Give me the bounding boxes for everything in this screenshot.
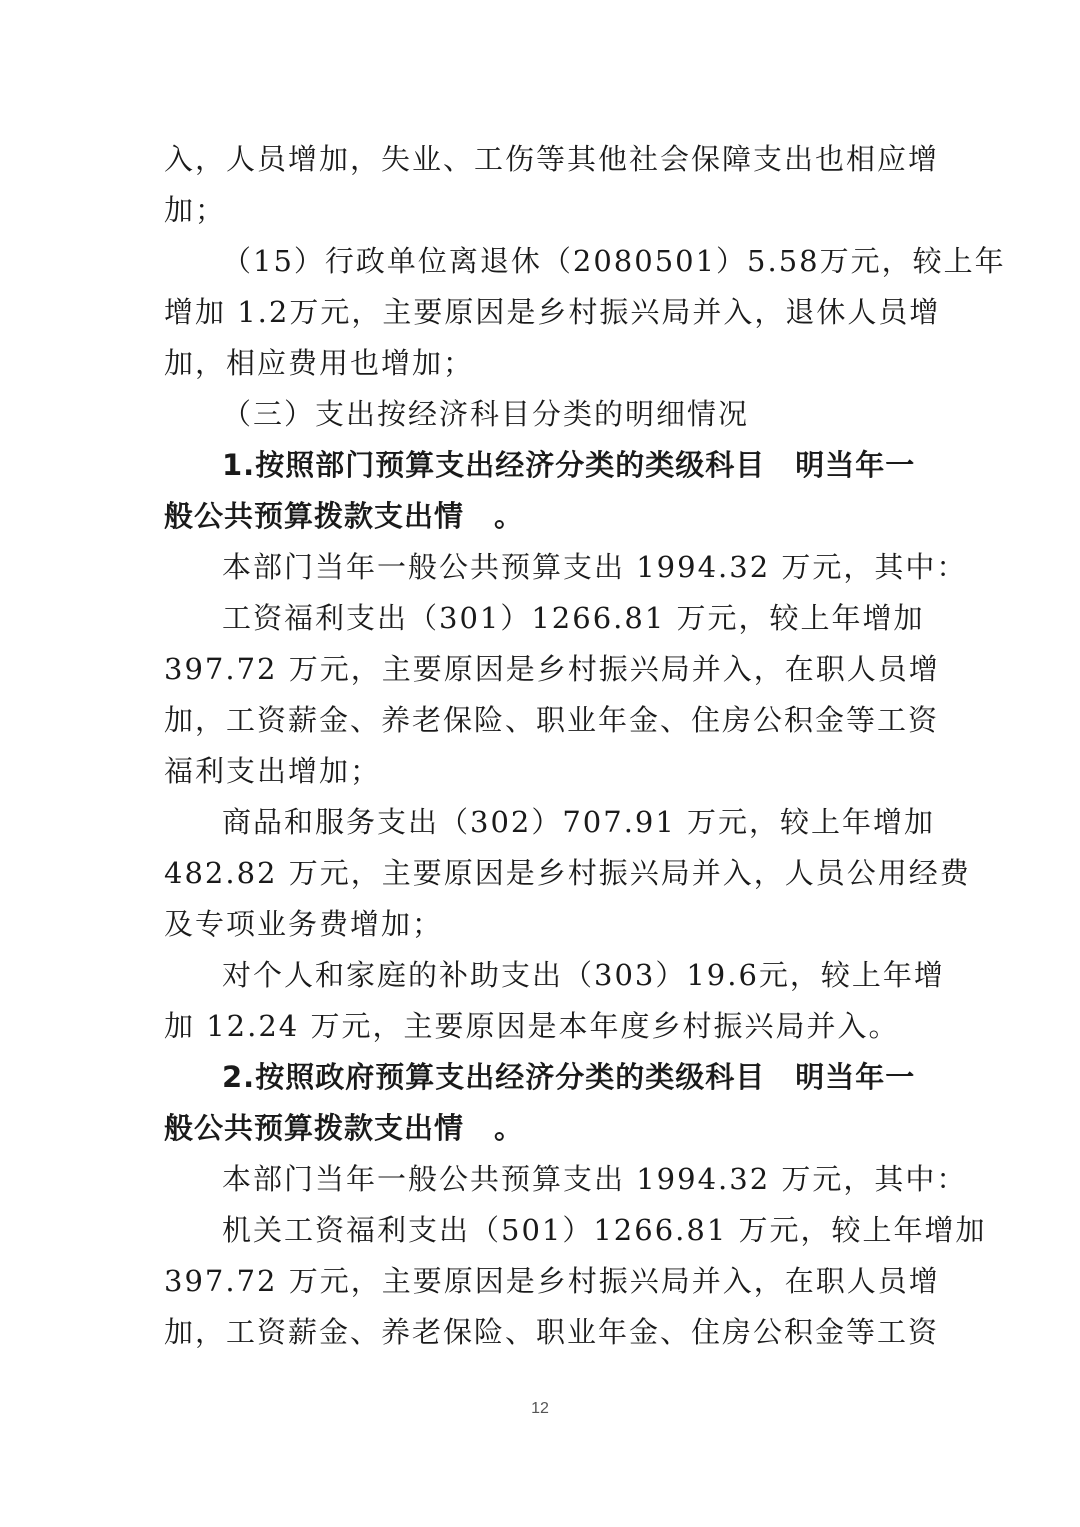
- subsection-heading: 1.按照部门预算支出经济分类的类级科目 明当年一: [222, 448, 916, 482]
- body-text-line: 福利支出增加；: [164, 754, 382, 788]
- subsection-heading: 2.按照政府预算支出经济分类的类级科目 明当年一: [222, 1060, 916, 1094]
- body-text-line: 增加 1.2万元，主要原因是乡村振兴局并入，退休人员增: [164, 295, 941, 329]
- body-text-line: 入，人员增加，失业、工伤等其他社会保障支出也相应增: [164, 142, 940, 176]
- body-text-line: 482.82 万元，主要原因是乡村振兴局并入，人员公用经费: [164, 856, 971, 890]
- section-heading: （三）支出按经济科目分类的明细情况: [222, 397, 750, 431]
- page-number: 12: [531, 1400, 549, 1417]
- body-text-line: 加 12.24 万元，主要原因是本年度乡村振兴局并入。: [164, 1009, 900, 1043]
- body-text-line: 397.72 万元，主要原因是乡村振兴局并入，在职人员增: [164, 1264, 940, 1298]
- subsection-heading: 般公共预算拨款支出情 。: [164, 1111, 525, 1145]
- body-text-line: 本部门当年一般公共预算支出 1994.32 万元，其中：: [222, 550, 968, 584]
- body-text-line: （15）行政单位离退休（2080501）5.58万元，较上年: [222, 244, 1006, 278]
- body-text-line: 加，工资薪金、养老保险、职业年金、住房公积金等工资: [164, 703, 940, 737]
- body-text-line: 加，相应费用也增加；: [164, 346, 475, 380]
- body-text-line: 加，工资薪金、养老保险、职业年金、住房公积金等工资: [164, 1315, 940, 1349]
- body-text-line: 及专项业务费增加；: [164, 907, 444, 941]
- body-text-line: 工资福利支出（301）1266.81 万元，较上年增加: [222, 601, 925, 635]
- body-text-line: 机关工资福利支出（501）1266.81 万元，较上年增加: [222, 1213, 987, 1247]
- subsection-heading: 般公共预算拨款支出情 。: [164, 499, 525, 533]
- body-text-line: 本部门当年一般公共预算支出 1994.32 万元，其中：: [222, 1162, 968, 1196]
- body-text-line: 商品和服务支出（302）707.91 万元，较上年增加: [222, 805, 936, 839]
- body-text-line: 397.72 万元，主要原因是乡村振兴局并入，在职人员增: [164, 652, 940, 686]
- body-text-line: 对个人和家庭的补助支出（303）19.6元，较上年增: [222, 958, 945, 992]
- body-text-line: 加；: [164, 193, 227, 227]
